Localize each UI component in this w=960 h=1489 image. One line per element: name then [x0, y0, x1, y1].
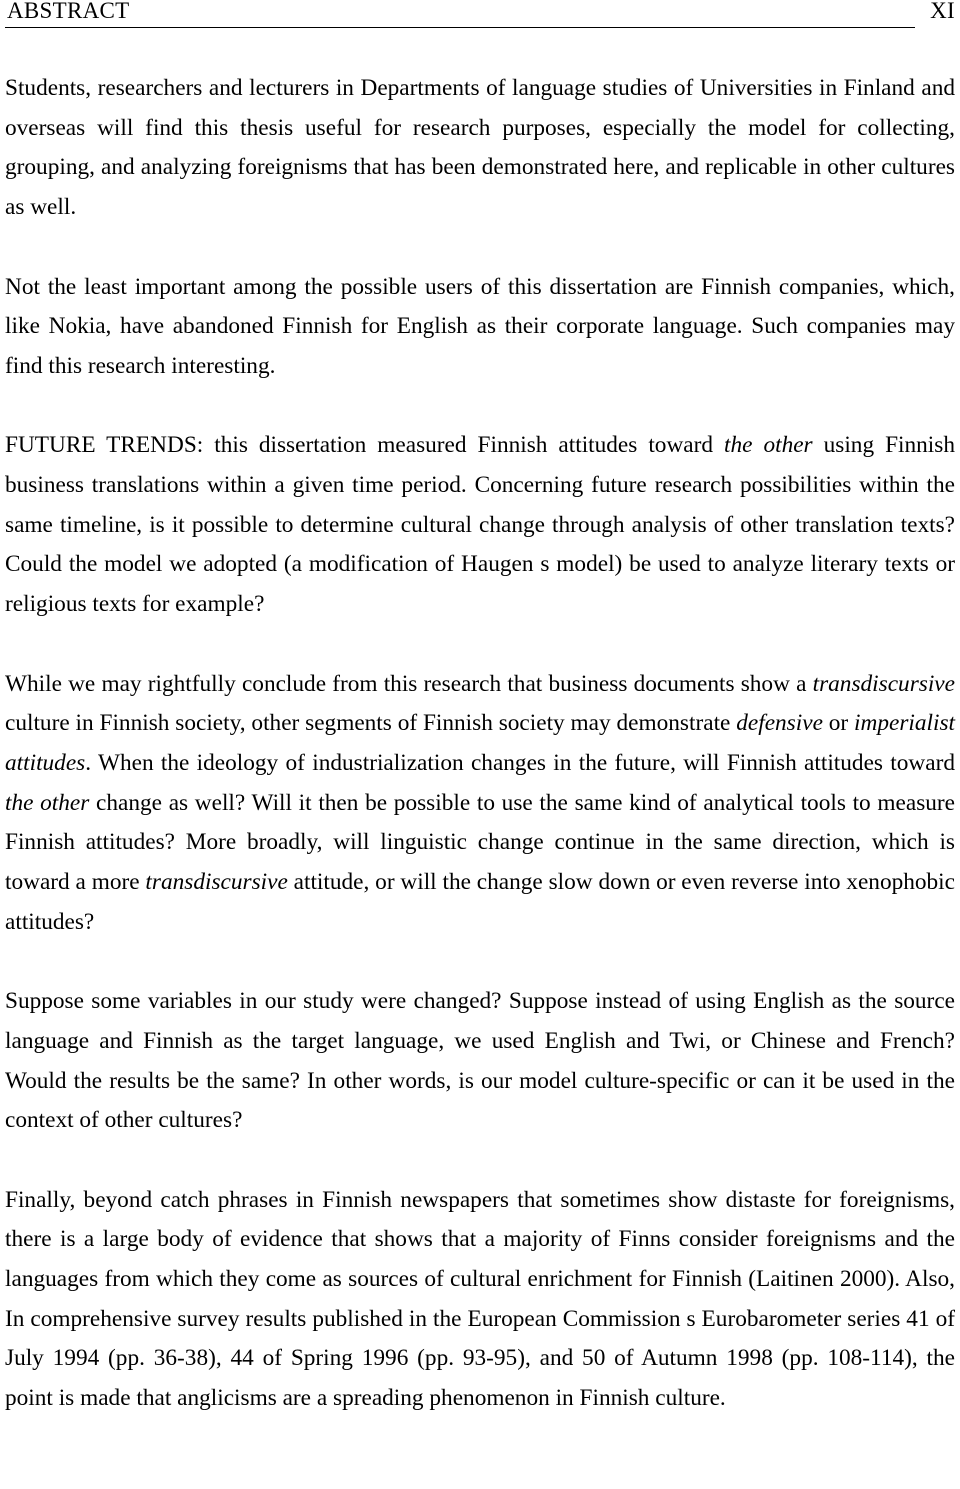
- text-run: attitude, or will the change slow down or even reverse into xenophobic attitudes?: [5, 869, 955, 935]
- text-run: Suppose some variables in our study were changed? Suppose instead of using English as the source language and Finnish as the target language, we used English and Twi, or Chinese and French? Would the results be the same? In other words, is our model culture-specific or can it be used in the context of other cultures?: [5, 988, 955, 1134]
- italic-term: transdiscursive: [145, 869, 288, 896]
- text-run: Not the least important among the possible users of this dissertation are Finnish companies, which, like Nokia, have abandoned Finnish for English as their corporate language. Such companies may find this research interesting.: [5, 273, 955, 379]
- text-run: While we may rightfully conclude from this research that business documents show a: [5, 670, 813, 697]
- header-rule: [5, 27, 915, 28]
- paragraph: [5, 268, 955, 387]
- text-run: using Finnish business translations within a given time period. Concerning future research possibilities within the same timeline, is it possible to determine cultural change through analysis of other translation texts? Could the model we adopted (a modification of Haugen s model) be used to analyze literary texts or religious texts for example?: [5, 432, 955, 618]
- page-number: XI: [930, 0, 955, 23]
- text-run: or: [822, 710, 855, 737]
- paragraph: [5, 1181, 955, 1419]
- italic-term: imperialist attitudes: [5, 710, 955, 776]
- text-run: change as well? Will it then be possible to use the same kind of analytical tools to measure Finnish attitudes? More broadly, will linguistic change continue in the same direction, which is toward a more: [5, 789, 956, 896]
- text-run: FUTURE TRENDS: this dissertation measured Finnish attitudes toward: [5, 432, 724, 459]
- italic-term: the other: [5, 789, 90, 816]
- header-title: ABSTRACT: [7, 0, 130, 23]
- running-header: [5, 0, 955, 30]
- paragraph: [5, 426, 955, 625]
- text-run: Finally, beyond catch phrases in Finnish newspapers that sometimes show distaste for foreignisms, there is a large body of evidence that shows that a majority of Finns consider foreignisms and the languages from which they come as sources of cultural enrichment for Finnish (Laitinen 2000). Also, In comprehensive survey results published in the European Commission s Eurobarometer series 41 of July 1994 (pp. 36-38), 44 of Spring 1996 (pp. 93-95), and 50 of Autumn 1998 (pp. 108-114), the point is made that anglicisms are a spreading phenomenon in Finnish culture.: [5, 1186, 955, 1412]
- paragraph: [5, 982, 955, 1141]
- text-run: culture in Finnish society, other segments of Finnish society may demonstrate: [5, 710, 737, 737]
- italic-term: transdiscursive: [812, 670, 955, 697]
- text-run: Students, researchers and lecturers in Departments of language studies of Universities in Finland and overseas will find this thesis useful for research purposes, especially the model for collecting, grouping, and analyzing foreignisms that has been demonstrated here, and replicable in other cultures as well.: [5, 75, 955, 221]
- text-run: . When the ideology of industrialization changes in the future, will Finnish attitudes toward: [85, 749, 955, 776]
- italic-term: defensive: [736, 710, 823, 737]
- body-text: [5, 69, 955, 1419]
- paragraph: [5, 665, 955, 943]
- paragraph: [5, 69, 955, 228]
- italic-term: the other: [724, 432, 813, 459]
